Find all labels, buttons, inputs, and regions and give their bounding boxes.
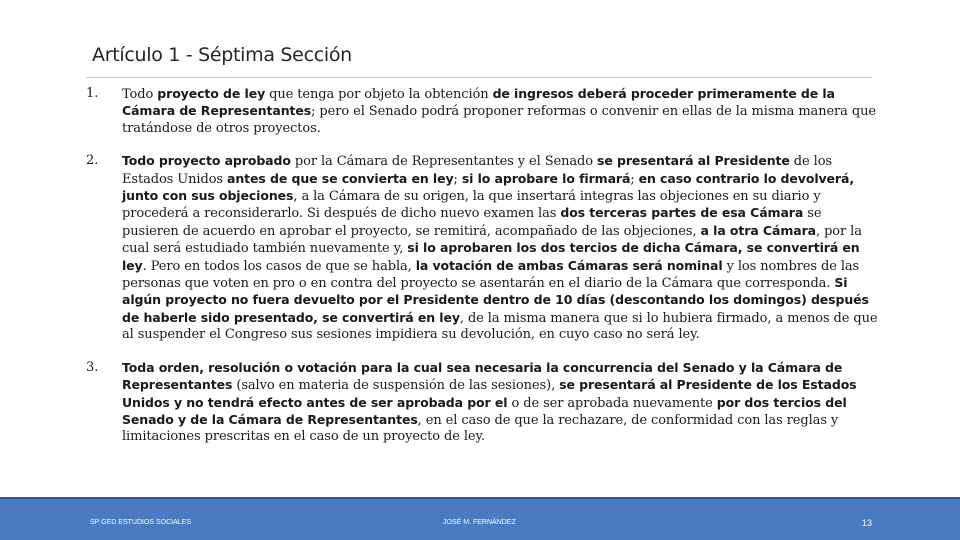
article-text (122, 360, 878, 446)
bold-text-run: Todo proyecto aprobado (122, 153, 291, 169)
bold-text-run: en caso contrario lo devolverá, junto con sus objeciones (122, 170, 854, 204)
text-run: por la Cámara de Representantes y el Senado (290, 154, 598, 170)
article-text (122, 86, 878, 137)
bold-text-run: Si algún proyecto no fuera devuelto por el Presidente dentro de 10 días (descontando los domingos) después de haberle sido presentado, se convertirá en ley (122, 275, 869, 325)
bold-text-run: Toda orden, resolución o votación para la cual sea necesaria la concurrencia del Senado y la Cámara de Representantes (122, 359, 843, 393)
page-number: 13 (862, 518, 873, 528)
bold-text-run: si lo aprobaren los dos tercios de dicha Cámara, se convertirá en ley (122, 240, 860, 273)
text-run: de los Estados Unidos (122, 154, 832, 187)
bold-text-run: a la otra Cámara (700, 222, 816, 238)
text-run: o de ser aprobada nuevamente (507, 395, 717, 411)
text-run: , de la misma manera que si lo hubiera firmado, a menos de que al suspender el Congreso sus sesiones impidiera su devolución, en cuyo caso no será ley. (122, 310, 878, 343)
article-item (86, 86, 878, 137)
bold-text-run: dos terceras partes de esa Cámara (560, 205, 804, 221)
bold-text-run: la votación de ambas Cámaras será nominal (415, 257, 723, 273)
article-number: 1. (86, 86, 99, 101)
bold-text-run: si lo aprobare lo firmará (461, 170, 631, 186)
bold-text-run: se presentará al Presidente (597, 153, 790, 169)
text-run: ; pero el Senado podrá proponer reformas o convenir en ellas de la misma manera que tratándose de otros proyectos. (122, 104, 876, 136)
article-number: 2. (86, 153, 99, 169)
text-run: que tenga por objeto la obtención (265, 87, 493, 102)
text-run: , por la cual será estudiado también nuevamente y, (122, 223, 862, 257)
bold-text-run: de ingresos deberá proceder primeramente de la Cámara de Representantes (122, 86, 835, 119)
article-item (86, 153, 878, 343)
text-run: Todo (122, 87, 158, 102)
bold-text-run: antes de que se convierta en ley (227, 170, 454, 186)
title-divider (86, 77, 872, 78)
footer-author: JOSÉ M. FERNÁNDEZ (443, 519, 516, 526)
text-run: ; (630, 171, 639, 187)
text-run: . Pero en todos los casos de que se habla, (142, 258, 416, 274)
text-run: , a la Cámara de su origen, la que insertará integras las objeciones en su diario y procederá a reconsiderarlo. Si después de dicho nuevo examen las (122, 189, 821, 222)
article-text (122, 153, 878, 343)
bold-text-run: proyecto de ley (157, 86, 266, 101)
text-run: ; (453, 171, 462, 187)
text-run: , en el caso de que la rechazare, de conformidad con las reglas y limitaciones prescritas en el caso de un proyecto de ley. (122, 412, 839, 445)
bold-text-run: se presentará al Presidente de los Estados Unidos y no tendrá efecto antes de ser aprobada por el (122, 377, 857, 410)
slide-title: Artículo 1 - Séptima Sección (92, 44, 352, 66)
bold-text-run: por dos tercios del Senado y de la Cámara de Representantes (122, 394, 847, 427)
text-run: (salvo en materia de suspensión de las sesiones), (232, 378, 560, 394)
article-number: 3. (86, 359, 99, 375)
text-run: se pusieren de acuerdo en aprobar el proyecto, se remitirá, acompañado de las objeciones, (122, 206, 822, 239)
article-list (86, 86, 878, 462)
article-item (86, 360, 878, 446)
footer-course: SP GED ESTUDIOS SOCIALES (90, 519, 192, 526)
text-run: y los nombres de las personas que voten en pro o en contra del proyecto se asentarán en el diario de la Cámara que corresponda. (122, 258, 860, 292)
